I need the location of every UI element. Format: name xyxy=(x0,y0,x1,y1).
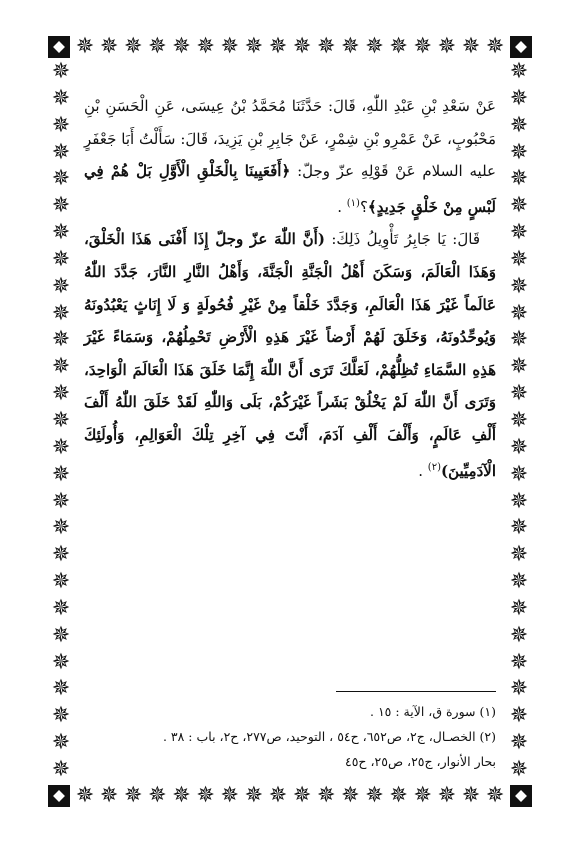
star-ornament-icon: ✵ xyxy=(509,649,529,675)
star-ornament-icon: ✵ xyxy=(220,783,239,808)
star-ornament-icon: ✵ xyxy=(341,34,360,59)
ornament-border-right xyxy=(506,60,532,782)
star-ornament-icon: ✵ xyxy=(509,193,529,219)
corner-square-icon xyxy=(48,785,70,807)
star-ornament-icon: ✵ xyxy=(123,783,143,808)
isnad-text: عَنْ سَعْدِ بْنِ عَبْدِ اللّٰهِ، قَالَ: حَدَّثَنَا مُحَمَّدُ بْنُ عِيسَى، عَنِ الْحَسَنِ بْنِ مَحْبُوبٍ، عَنْ عَمْرِو بْنِ شِمْرٍ، عَنْ جَابِرِ بْنِ يَزِيدَ، قَالَ: سَأَلْتُ أَبَا جَعْفَرٍ عليه السلام عَنْ قَوْلِهِ عزّ وجلّ: xyxy=(84,97,497,181)
star-ornament-icon: ✵ xyxy=(51,407,71,433)
hadith-chain-paragraph xyxy=(84,90,496,223)
star-ornament-icon: ✵ xyxy=(509,703,529,729)
star-ornament-icon: ✵ xyxy=(51,220,71,246)
footnotes xyxy=(84,699,496,774)
star-ornament-icon: ✵ xyxy=(437,783,456,808)
star-ornament-icon: ✵ xyxy=(51,730,71,756)
star-ornament-icon: ✵ xyxy=(75,783,95,808)
star-ornament-icon: ✵ xyxy=(99,783,119,808)
corner-square-icon xyxy=(510,785,532,807)
footnote-2: (٢) الخصـال، ج٢، ص٦٥٢، ح٥٤ ، التوحيد، ص٢٧٧، ح٢، باب : ٣٨ . xyxy=(162,729,496,744)
star-ornament-icon: ✵ xyxy=(51,112,71,138)
star-ornament-icon: ✵ xyxy=(51,193,71,219)
ornament-border-left xyxy=(48,60,74,782)
star-ornament-icon: ✵ xyxy=(437,34,456,59)
star-ornament-icon: ✵ xyxy=(51,595,71,621)
star-ornament-icon: ✵ xyxy=(244,34,263,59)
star-ornament-icon: ✵ xyxy=(509,220,529,246)
star-ornament-icon: ✵ xyxy=(51,327,71,353)
star-ornament-icon: ✵ xyxy=(51,703,71,729)
star-ornament-icon: ✵ xyxy=(51,569,71,595)
star-ornament-icon: ✵ xyxy=(509,407,529,433)
corner-square-icon xyxy=(48,36,70,58)
star-ornament-icon: ✵ xyxy=(509,246,529,272)
star-ornament-icon: ✵ xyxy=(51,542,71,568)
star-ornament-icon: ✵ xyxy=(485,783,505,808)
star-ornament-icon: ✵ xyxy=(509,300,529,326)
sentence-end: . xyxy=(418,461,428,480)
star-ornament-icon: ✵ xyxy=(51,622,71,648)
question-mark: ؟ xyxy=(359,197,368,216)
star-ornament-icon: ✵ xyxy=(509,354,529,380)
star-ornament-icon: ✵ xyxy=(509,381,529,407)
star-ornament-icon: ✵ xyxy=(51,139,71,165)
star-ornament-icon: ✵ xyxy=(51,649,71,675)
star-ornament-icon: ✵ xyxy=(413,34,432,59)
ornament-border-bottom xyxy=(48,783,532,809)
star-ornament-icon: ✵ xyxy=(509,112,529,138)
star-ornament-icon: ✵ xyxy=(51,676,71,702)
star-ornament-icon: ✵ xyxy=(268,34,288,59)
star-ornament-icon: ✵ xyxy=(461,34,481,59)
star-ornament-icon: ✵ xyxy=(51,354,71,380)
star-ornament-icon: ✵ xyxy=(509,730,529,756)
star-ornament-icon: ✵ xyxy=(268,783,288,808)
star-ornament-icon: ✵ xyxy=(316,34,336,59)
star-ornament-icon: ✵ xyxy=(509,488,529,514)
star-ornament-icon: ✵ xyxy=(509,515,529,541)
star-ornament-icon: ✵ xyxy=(196,783,215,808)
star-ornament-icon: ✵ xyxy=(509,273,529,299)
star-ornament-icon: ✵ xyxy=(51,434,71,460)
star-ornament-icon: ✵ xyxy=(485,34,505,59)
star-ornament-icon: ✵ xyxy=(509,139,529,165)
star-ornament-icon: ✵ xyxy=(509,461,529,487)
footnote-2-continued: بحار الأنوار، ج٢٥، ص٢٥، ح٤٥ xyxy=(344,754,496,769)
star-ornament-icon: ✵ xyxy=(509,569,529,595)
star-ornament-icon: ✵ xyxy=(220,34,239,59)
star-ornament-icon: ✵ xyxy=(389,34,408,59)
star-ornament-icon: ✵ xyxy=(51,300,71,326)
star-ornament-icon: ✵ xyxy=(51,461,71,487)
star-ornament-icon: ✵ xyxy=(509,595,529,621)
quran-verse: ﴿أَفَعَيِينَا بِالْخَلْقِ الْأَوَّلِ بَلْ هُمْ فِي لَبْسٍ مِنْ خَلْقٍ جَدِيدٍ﴾ xyxy=(84,162,496,216)
star-ornament-icon: ✵ xyxy=(148,34,167,59)
star-ornament-icon: ✵ xyxy=(292,783,312,808)
star-ornament-icon: ✵ xyxy=(341,783,360,808)
answer-intro: قَالَ: يَا جَابِرُ تَأْوِيلُ ذَلِكَ: xyxy=(324,230,480,249)
star-ornament-icon: ✵ xyxy=(509,85,529,111)
hadith-answer-paragraph xyxy=(84,223,496,487)
star-ornament-icon: ✵ xyxy=(413,783,432,808)
star-ornament-icon: ✵ xyxy=(99,34,119,59)
main-text xyxy=(84,90,496,487)
star-ornament-icon: ✵ xyxy=(51,246,71,272)
footnote-separator xyxy=(336,691,496,692)
star-ornament-icon: ✵ xyxy=(196,34,215,59)
star-ornament-icon: ✵ xyxy=(509,676,529,702)
star-ornament-icon: ✵ xyxy=(389,783,408,808)
star-ornament-icon: ✵ xyxy=(316,783,336,808)
answer-text: (أَنَّ اللّٰهَ عزّ وجلّ إِذَا أَفْنَى هَذَا الْخَلْقَ، وَهَذَا الْعَالَمَ، وَسَكَنَ أَهْلُ الْجَنَّةِ الْجَنَّةَ، وَأَهْلُ النَّارِ النَّارَ، جَدَّدَ اللّٰهُ عَالَماً غَيْرَ هَذَا الْعَالَمِ، وَجَدَّدَ خَلْقاً مِنْ غَيْرِ فُحُولَةٍ وَ لَا إِنَاثٍ يَعْبُدُونَهُ وَيُوحِّدُونَهُ، وَخَلَقَ لَهُمْ أَرْضاً غَيْرَ هَذِهِ الْأَرْضِ تَحْمِلُهُمْ، وَسَمَاءً غَيْرَ هَذِهِ السَّمَاءِ تُظِلُّهُمْ، لَعَلَّكَ تَرَى أَنَّ اللّٰهَ إِنَّمَا خَلَقَ هَذَا الْعَالَمَ الْوَاحِدَ، وَتَرَى أَنَّ اللّٰهَ لَمْ يَخْلُقْ بَشَراً غَيْرَكُمْ، بَلَى وَاللّٰهِ لَقَدْ خَلَقَ اللّٰهُ أَلْفَ أَلْفِ عَالَمٍ، وَأَلْفَ أَلْفِ آدَمَ، أَنْتَ فِي آخِرِ تِلْكَ الْعَوَالِمِ، وَأُولَئِكَ الْآدَمِيِّينَ) xyxy=(84,230,496,480)
star-ornament-icon: ✵ xyxy=(148,783,167,808)
star-ornament-icon: ✵ xyxy=(51,273,71,299)
ornament-border-top xyxy=(48,34,532,60)
star-ornament-icon: ✵ xyxy=(244,783,263,808)
star-ornament-icon: ✵ xyxy=(51,166,71,192)
sentence-end: . xyxy=(337,197,347,216)
star-ornament-icon: ✵ xyxy=(509,166,529,192)
star-ornament-icon: ✵ xyxy=(365,34,384,59)
star-ornament-icon: ✵ xyxy=(123,34,143,59)
star-ornament-icon: ✵ xyxy=(509,59,529,84)
star-ornament-icon: ✵ xyxy=(509,327,529,353)
star-ornament-icon: ✵ xyxy=(509,622,529,648)
star-ornament-icon: ✵ xyxy=(172,34,191,59)
star-ornament-icon: ✵ xyxy=(75,34,95,59)
star-ornament-icon: ✵ xyxy=(51,59,71,84)
star-ornament-icon: ✵ xyxy=(461,783,481,808)
star-ornament-icon: ✵ xyxy=(509,434,529,460)
star-ornament-icon: ✵ xyxy=(365,783,384,808)
star-ornament-icon: ✵ xyxy=(509,542,529,568)
corner-square-icon xyxy=(510,36,532,58)
footnote-ref-1: (١) xyxy=(346,197,360,209)
star-ornament-icon: ✵ xyxy=(51,488,71,514)
star-ornament-icon: ✵ xyxy=(292,34,312,59)
star-ornament-icon: ✵ xyxy=(51,515,71,541)
star-ornament-icon: ✵ xyxy=(51,756,71,782)
star-ornament-icon: ✵ xyxy=(509,756,529,782)
footnote-1: (١) سورة ق، الآية : ١٥ . xyxy=(370,704,496,719)
star-ornament-icon: ✵ xyxy=(51,381,71,407)
footnote-ref-2: (٢) xyxy=(427,461,441,473)
star-ornament-icon: ✵ xyxy=(172,783,191,808)
star-ornament-icon: ✵ xyxy=(51,85,71,111)
